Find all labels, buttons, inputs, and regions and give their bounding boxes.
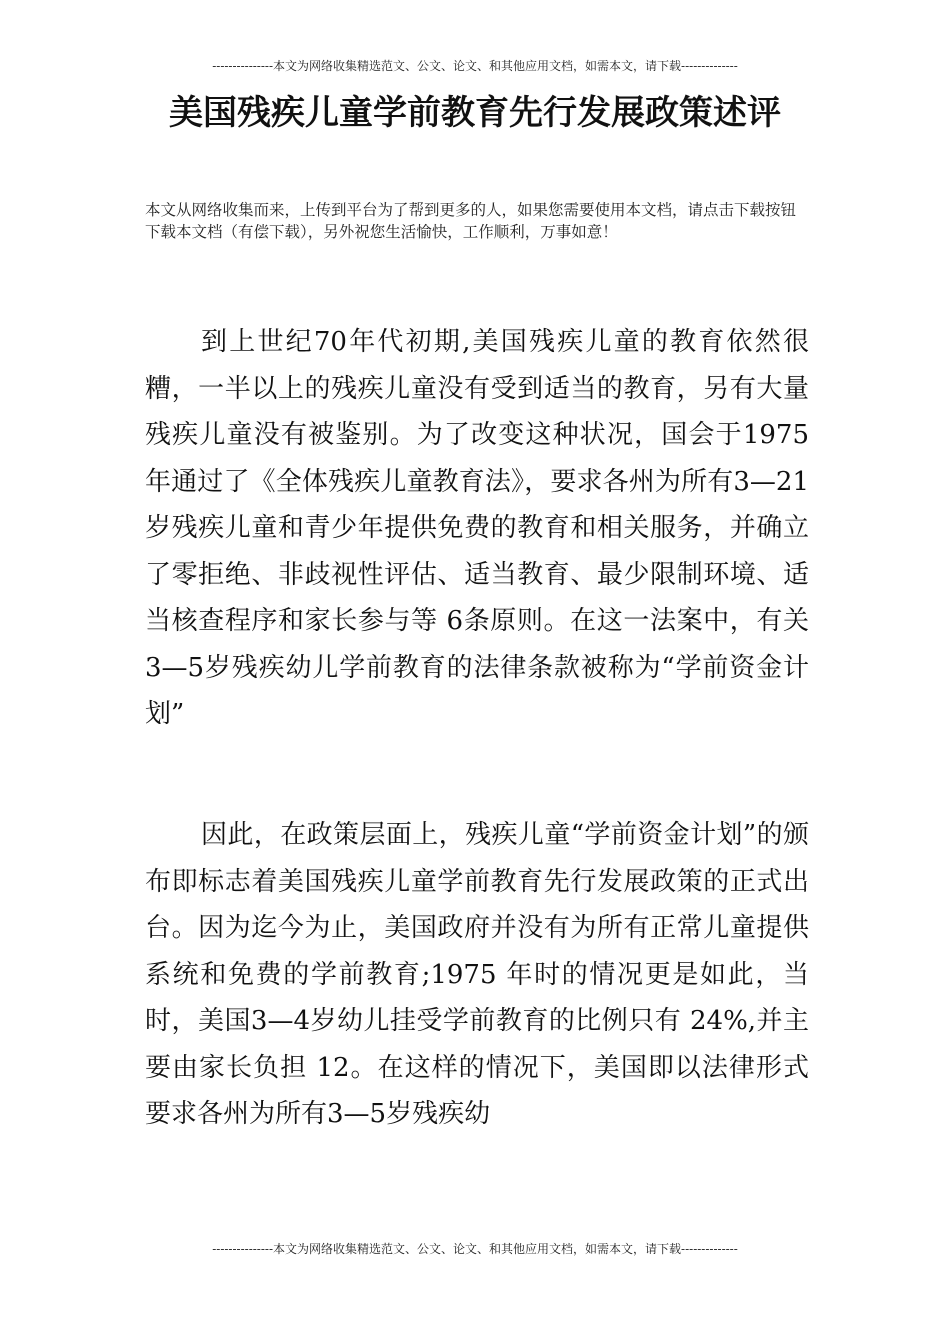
body-paragraph-1: 到上世纪70年代初期,美国残疾儿童的教育依然很糟，一半以上的残疾儿童没有受到适当的教育，另有大量残疾儿童没有被鉴别。为了改变这种状况，国会于1975年通过了《全体残疾儿童教育法》，要求各州为所有3—21岁残疾儿童和青少年提供免费的教育和相关服务，并确立了零拒绝、非歧视性评估、适当教育、最少限制环境、适当核查程序和家长参与等 6条原则。在这一法案中，有关3—5岁残疾幼儿学前教育的法律条款被称为“学前资金计划”: [145, 327, 809, 729]
document-title: 美国残疾儿童学前教育先行发展政策述评: [169, 93, 781, 133]
footer-banner: ---------------本文为网络收集精选范文、公文、论文、和其他应用文档，如需本文，请下载--------------: [212, 1242, 738, 1256]
header-banner: ---------------本文为网络收集精选范文、公文、论文、和其他应用文档，如需本文，请下载--------------: [212, 59, 738, 73]
download-notice: 本文从网络收集而来，上传到平台为了帮到更多的人，如果您需要使用本文档，请点击下载按钮下载本文档（有偿下载），另外祝您生活愉快，工作顺利，万事如意！: [145, 201, 797, 241]
body-paragraph-2: 因此，在政策层面上，残疾儿童“学前资金计划”的颁布即标志着美国残疾儿童学前教育先行发展政策的正式出台。因为迄今为止，美国政府并没有为所有正常儿童提供系统和免费的学前教育;1975 年时的情况更是如此，当时，美国3—4岁幼儿挂受学前教育的比例只有 24%,并主要由家长负担 12。在这样的情况下，美国即以法律形式要求各州为所有3—5岁残疾幼: [145, 820, 809, 1129]
